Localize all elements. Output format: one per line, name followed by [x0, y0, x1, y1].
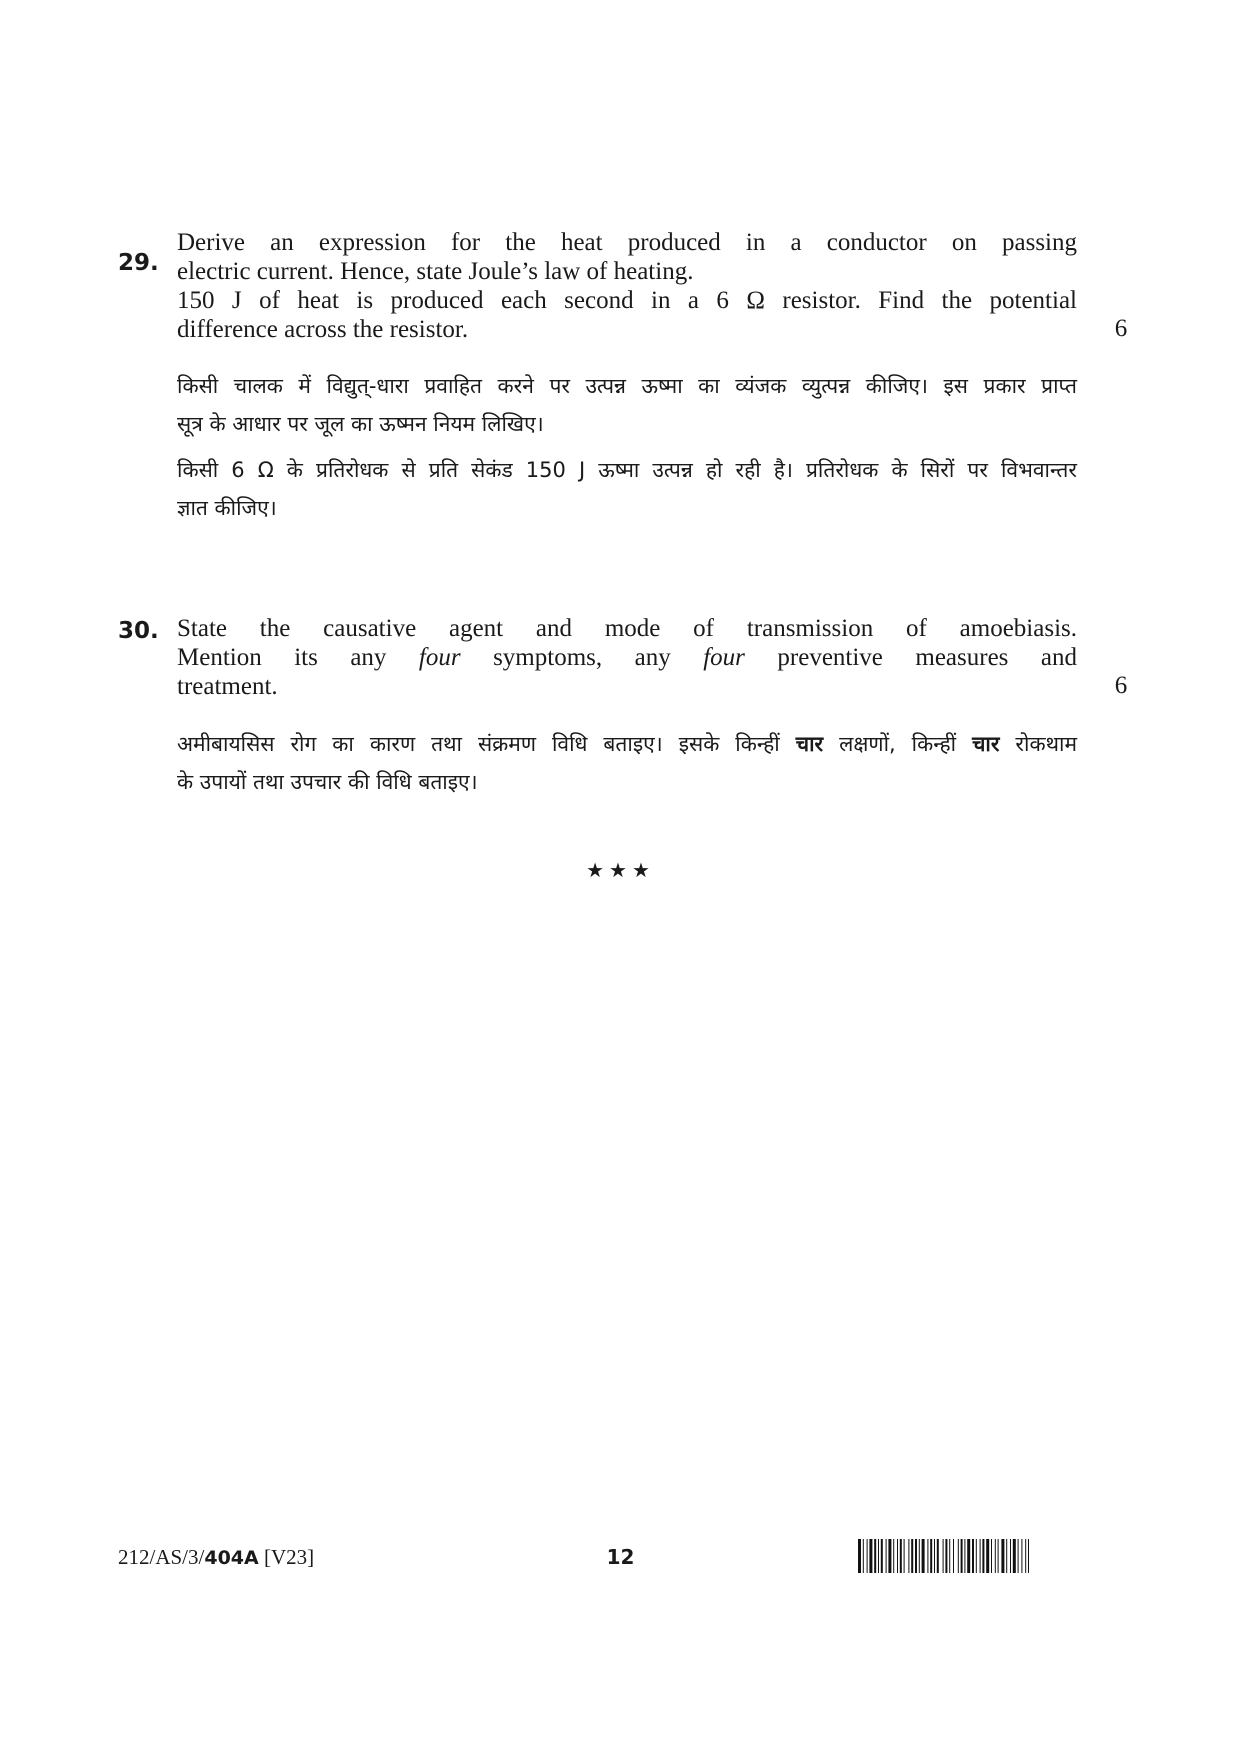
- page-footer: [0, 1545, 1241, 1585]
- marks-label: 6: [1114, 672, 1128, 699]
- end-marker: ★★★: [586, 858, 655, 882]
- hindi-line: सूत्र के आधार पर जूल का ऊष्मन नियम लिखिए।: [177, 412, 544, 436]
- question-english-text: [177, 228, 1077, 344]
- emphasis-four: four: [418, 644, 461, 671]
- text-run: symptoms, any: [460, 644, 704, 671]
- text-run: अमीबायसिस रोग का कारण तथा संक्रमण विधि बताइए। इसके किन्हीं: [177, 732, 796, 756]
- english-line: Derive an expression for the heat produced in a conductor on passing: [177, 229, 1077, 256]
- hindi-line: ज्ञात कीजिए।: [177, 496, 277, 520]
- emphasis-char: चार: [972, 732, 1000, 756]
- emphasis-four: four: [703, 644, 745, 671]
- question-english-text: [177, 614, 1077, 701]
- hindi-line: के उपायों तथा उपचार की विधि बताइए।: [177, 770, 478, 794]
- english-line: 150 J of heat is produced each second in a 6 Ω resistor. Find the potential: [177, 287, 1077, 314]
- question-number: 29.: [118, 250, 159, 276]
- english-line: State the causative agent and mode of transmission of amoebiasis.: [177, 615, 1077, 642]
- text-run: preventive measures and: [744, 644, 1077, 671]
- code-bold: 404A: [204, 1547, 259, 1569]
- marks-label: 6: [1114, 315, 1128, 342]
- question-number: 30.: [118, 618, 159, 644]
- code-prefix: 212/AS/3/: [118, 1545, 205, 1569]
- text-run: Mention its any: [177, 644, 419, 671]
- barcode-icon: [858, 1539, 1118, 1573]
- english-line: difference across the resistor.: [177, 316, 469, 343]
- english-line: electric current. Hence, state Joule’s law of heating.: [177, 258, 694, 285]
- text-run: रोकथाम: [999, 732, 1078, 756]
- hindi-line: किसी 6 Ω के प्रतिरोधक से प्रति सेकंड 150 J ऊष्मा उत्पन्न हो रही है। प्रतिरोधक के सिरों पर विभवान्तर: [177, 458, 1077, 482]
- english-line: treatment.: [177, 673, 278, 700]
- english-line: [177, 643, 1077, 672]
- page-number: 12: [606, 1545, 635, 1569]
- text-run: लक्षणों, किन्हीं: [823, 732, 973, 756]
- hindi-line: [177, 725, 1077, 763]
- emphasis-char: चार: [795, 732, 824, 756]
- question-hindi-text: [177, 725, 1077, 801]
- hindi-line: किसी चालक में विद्युत्-धारा प्रवाहित करने पर उत्पन्न ऊष्मा का व्यंजक व्युत्पन्न कीजिए। इस प्रकार प्राप्त: [177, 374, 1077, 398]
- version-label: [V23]: [258, 1545, 315, 1569]
- question-hindi-text: [177, 367, 1077, 527]
